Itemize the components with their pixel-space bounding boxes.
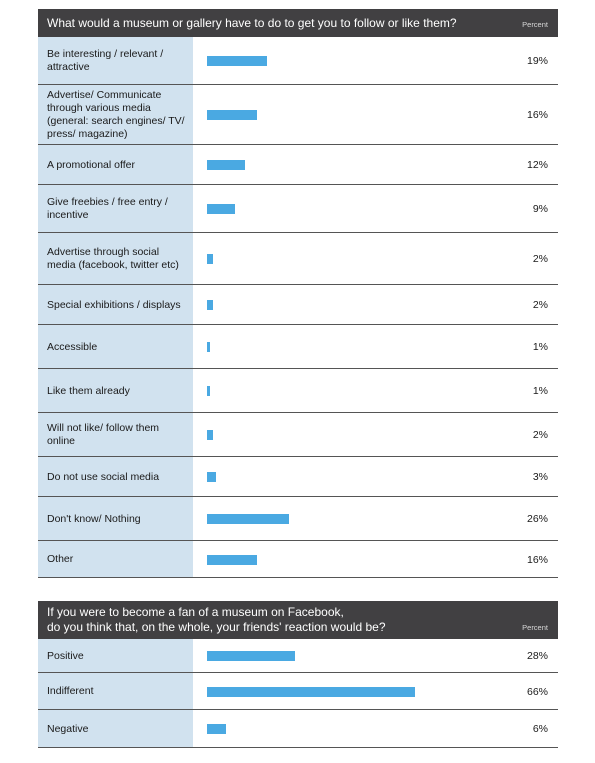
category-label: Accessible [47,341,98,353]
chart-1-row [38,497,558,541]
value-label: 28% [526,650,548,662]
chart-2-header [38,601,558,639]
bar [207,555,257,565]
category-label: Be interesting / relevant / attractive [47,48,164,73]
category-label: Advertise/ Communicate through various media (general: search engines/ TV/ press/ magazine) [47,89,185,140]
chart-2-row [38,639,558,673]
chart-2-row [38,710,558,748]
category-label: Will not like/ follow them online [47,422,160,447]
category-label: Negative [47,723,89,735]
chart-1-row [38,145,558,185]
chart-1-row [38,285,558,325]
value-label: 16% [526,109,548,121]
chart-1-row [38,85,558,145]
category-label: Don't know/ Nothing [47,513,141,525]
chart-1-row [38,413,558,457]
category-label: Special exhibitions / displays [47,299,181,311]
value-label: 66% [526,686,548,698]
bar [207,300,213,310]
chart-1-row [38,325,558,369]
chart-1-row [38,457,558,497]
value-label: 2% [532,299,548,311]
bar [207,651,295,661]
category-label: Advertise through social media (facebook, twitter etc) [47,246,179,271]
value-label: 1% [532,385,548,397]
chart-1-row [38,369,558,413]
category-label: Give freebies / free entry / incentive [47,196,168,221]
category-label: Indifferent [47,685,94,697]
chart-1-row [38,233,558,285]
value-label: 12% [526,159,548,171]
chart-1-value-label: Percent [522,20,548,29]
value-label: 2% [532,429,548,441]
value-label: 6% [532,723,548,735]
value-label: 26% [526,513,548,525]
value-label: 16% [526,554,548,566]
value-label: 1% [532,341,548,353]
bar [207,56,267,66]
bar [207,386,210,396]
value-label: 2% [532,253,548,265]
bar [207,110,257,120]
bar [207,342,210,352]
category-label: Other [47,553,74,565]
chart-2-row [38,673,558,710]
chart-1-row [38,37,558,85]
bar [207,687,415,697]
category-label: Do not use social media [47,471,160,483]
bar [207,514,289,524]
bar [207,472,216,482]
chart-panel-1 [38,9,558,566]
chart-2-value-label: Percent [522,623,548,632]
bar [207,254,213,264]
chart-1-header [38,9,558,37]
bar [207,204,235,214]
chart-panel-2 [38,601,558,735]
chart-1-row [38,541,558,578]
value-label: 3% [532,471,548,483]
chart-1-title: What would a museum or gallery have to do to get you to follow or like them? [47,16,457,30]
category-label: Positive [47,650,84,662]
bar [207,430,213,440]
value-label: 19% [526,55,548,67]
bar [207,724,226,734]
value-label: 9% [532,203,548,215]
category-label: Like them already [47,385,130,397]
chart-1-row [38,185,558,233]
bar [207,160,245,170]
category-label: A promotional offer [47,159,135,171]
chart-2-title: If you were to become a fan of a museum on Facebook, do you think that, on the whole, your friends' reaction would be? [47,605,386,634]
